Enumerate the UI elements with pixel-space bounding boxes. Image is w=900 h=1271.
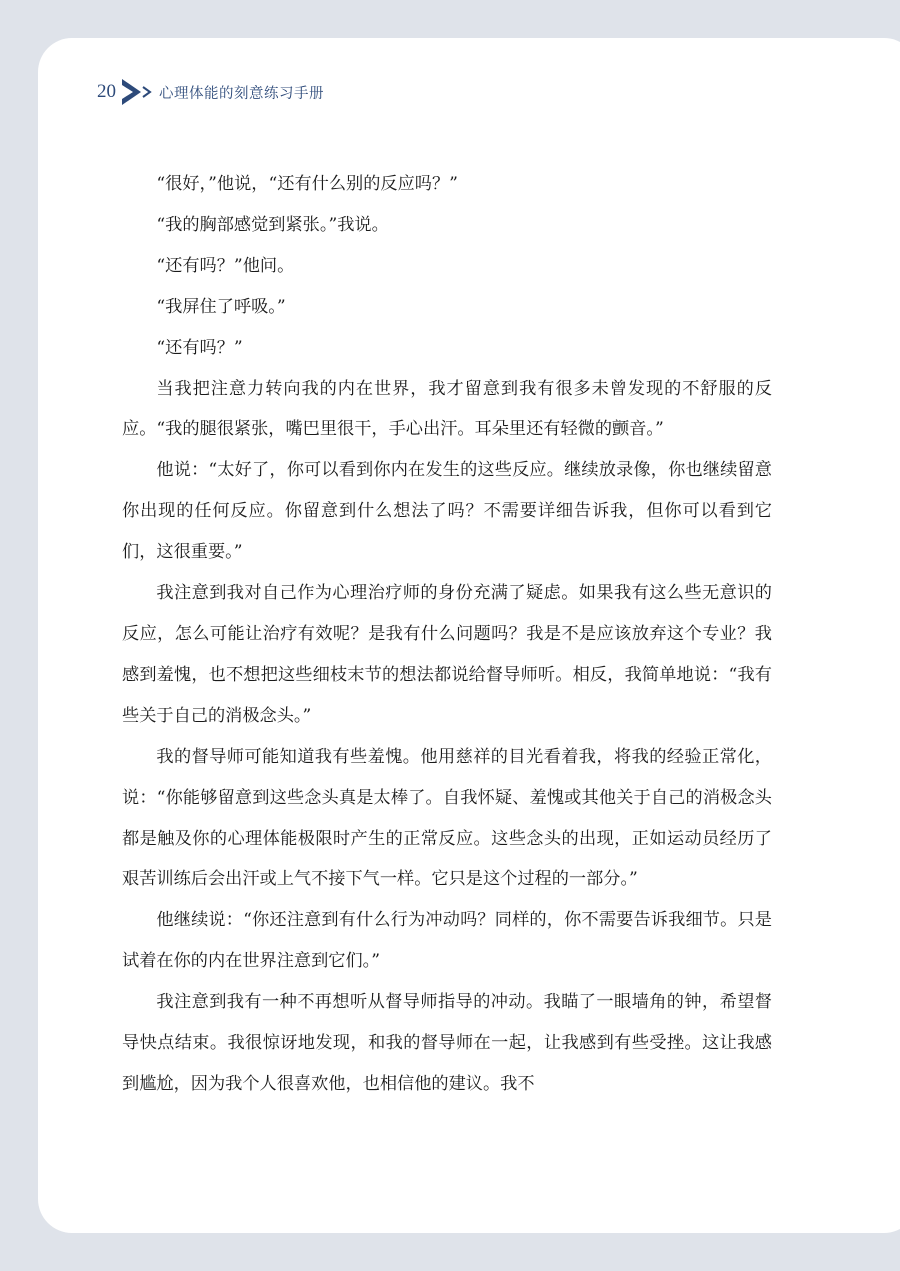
paragraph: “还有吗？”他问。 <box>156 255 295 276</box>
paragraph: 我注意到我有一种不再想听从督导师指导的冲动。我瞄了一眼墙角的钟，希望督导快点结束。我很惊讶地发现，和我的督导师在一起，让我感到有些受挫。这让我感到尴尬，因为我个人很喜欢他，也相信他的建议。我不 <box>122 992 772 1094</box>
paragraph: “很好，”他说，“还有什么别的反应吗？” <box>156 174 458 194</box>
paragraph: “还有吗？” <box>156 337 243 358</box>
body-text <box>122 164 772 1105</box>
paragraph: 当我把注意力转向我的内在世界，我才留意到我有很多未曾发现的不舒服的反应。“我的腿很紧张，嘴巴里很干，手心出汗。耳朵里还有轻微的颤音。” <box>122 378 772 440</box>
paragraph: 他继续说：“你还注意到有什么行为冲动吗？同样的，你不需要告诉我细节。只是试着在你的内在世界注意到它们。” <box>122 910 772 972</box>
double-chevron-right-icon <box>119 76 155 108</box>
paragraph: 我注意到我对自己作为心理治疗师的身份充满了疑虑。如果我有这么些无意识的反应，怎么可能让治疗有效呢？是我有什么问题吗？我是不是应该放弃这个专业？我感到羞愧，也不想把这些细枝末节的想法都说给督导师听。相反，我简单地说：“我有些关于自己的消极念头。” <box>122 583 772 726</box>
paragraph: “我的胸部感觉到紧张。”我说。 <box>156 214 389 235</box>
paragraph: “我屏住了呼吸。” <box>156 296 286 317</box>
paragraph: 我的督导师可能知道我有些羞愧。他用慈祥的目光看着我，将我的经验正常化，说：“你能够留意到这些念头真是太棒了。自我怀疑、羞愧或其他关于自己的消极念头都是触及你的心理体能极限时产生的正常反应。这些念头的出现，正如运动员经历了艰苦训练后会出汗或上气不接下气一样。它只是这个过程的一部分。” <box>122 746 772 890</box>
running-title: 心理体能的刻意练习手册 <box>159 85 324 102</box>
page-number: 20 <box>97 81 116 102</box>
paragraph: 他说：“太好了，你可以看到你内在发生的这些反应。继续放录像，你也继续留意你出现的任何反应。你留意到什么想法了吗？不需要详细告诉我，但你可以看到它们，这很重要。” <box>122 460 772 563</box>
running-header <box>97 76 324 108</box>
